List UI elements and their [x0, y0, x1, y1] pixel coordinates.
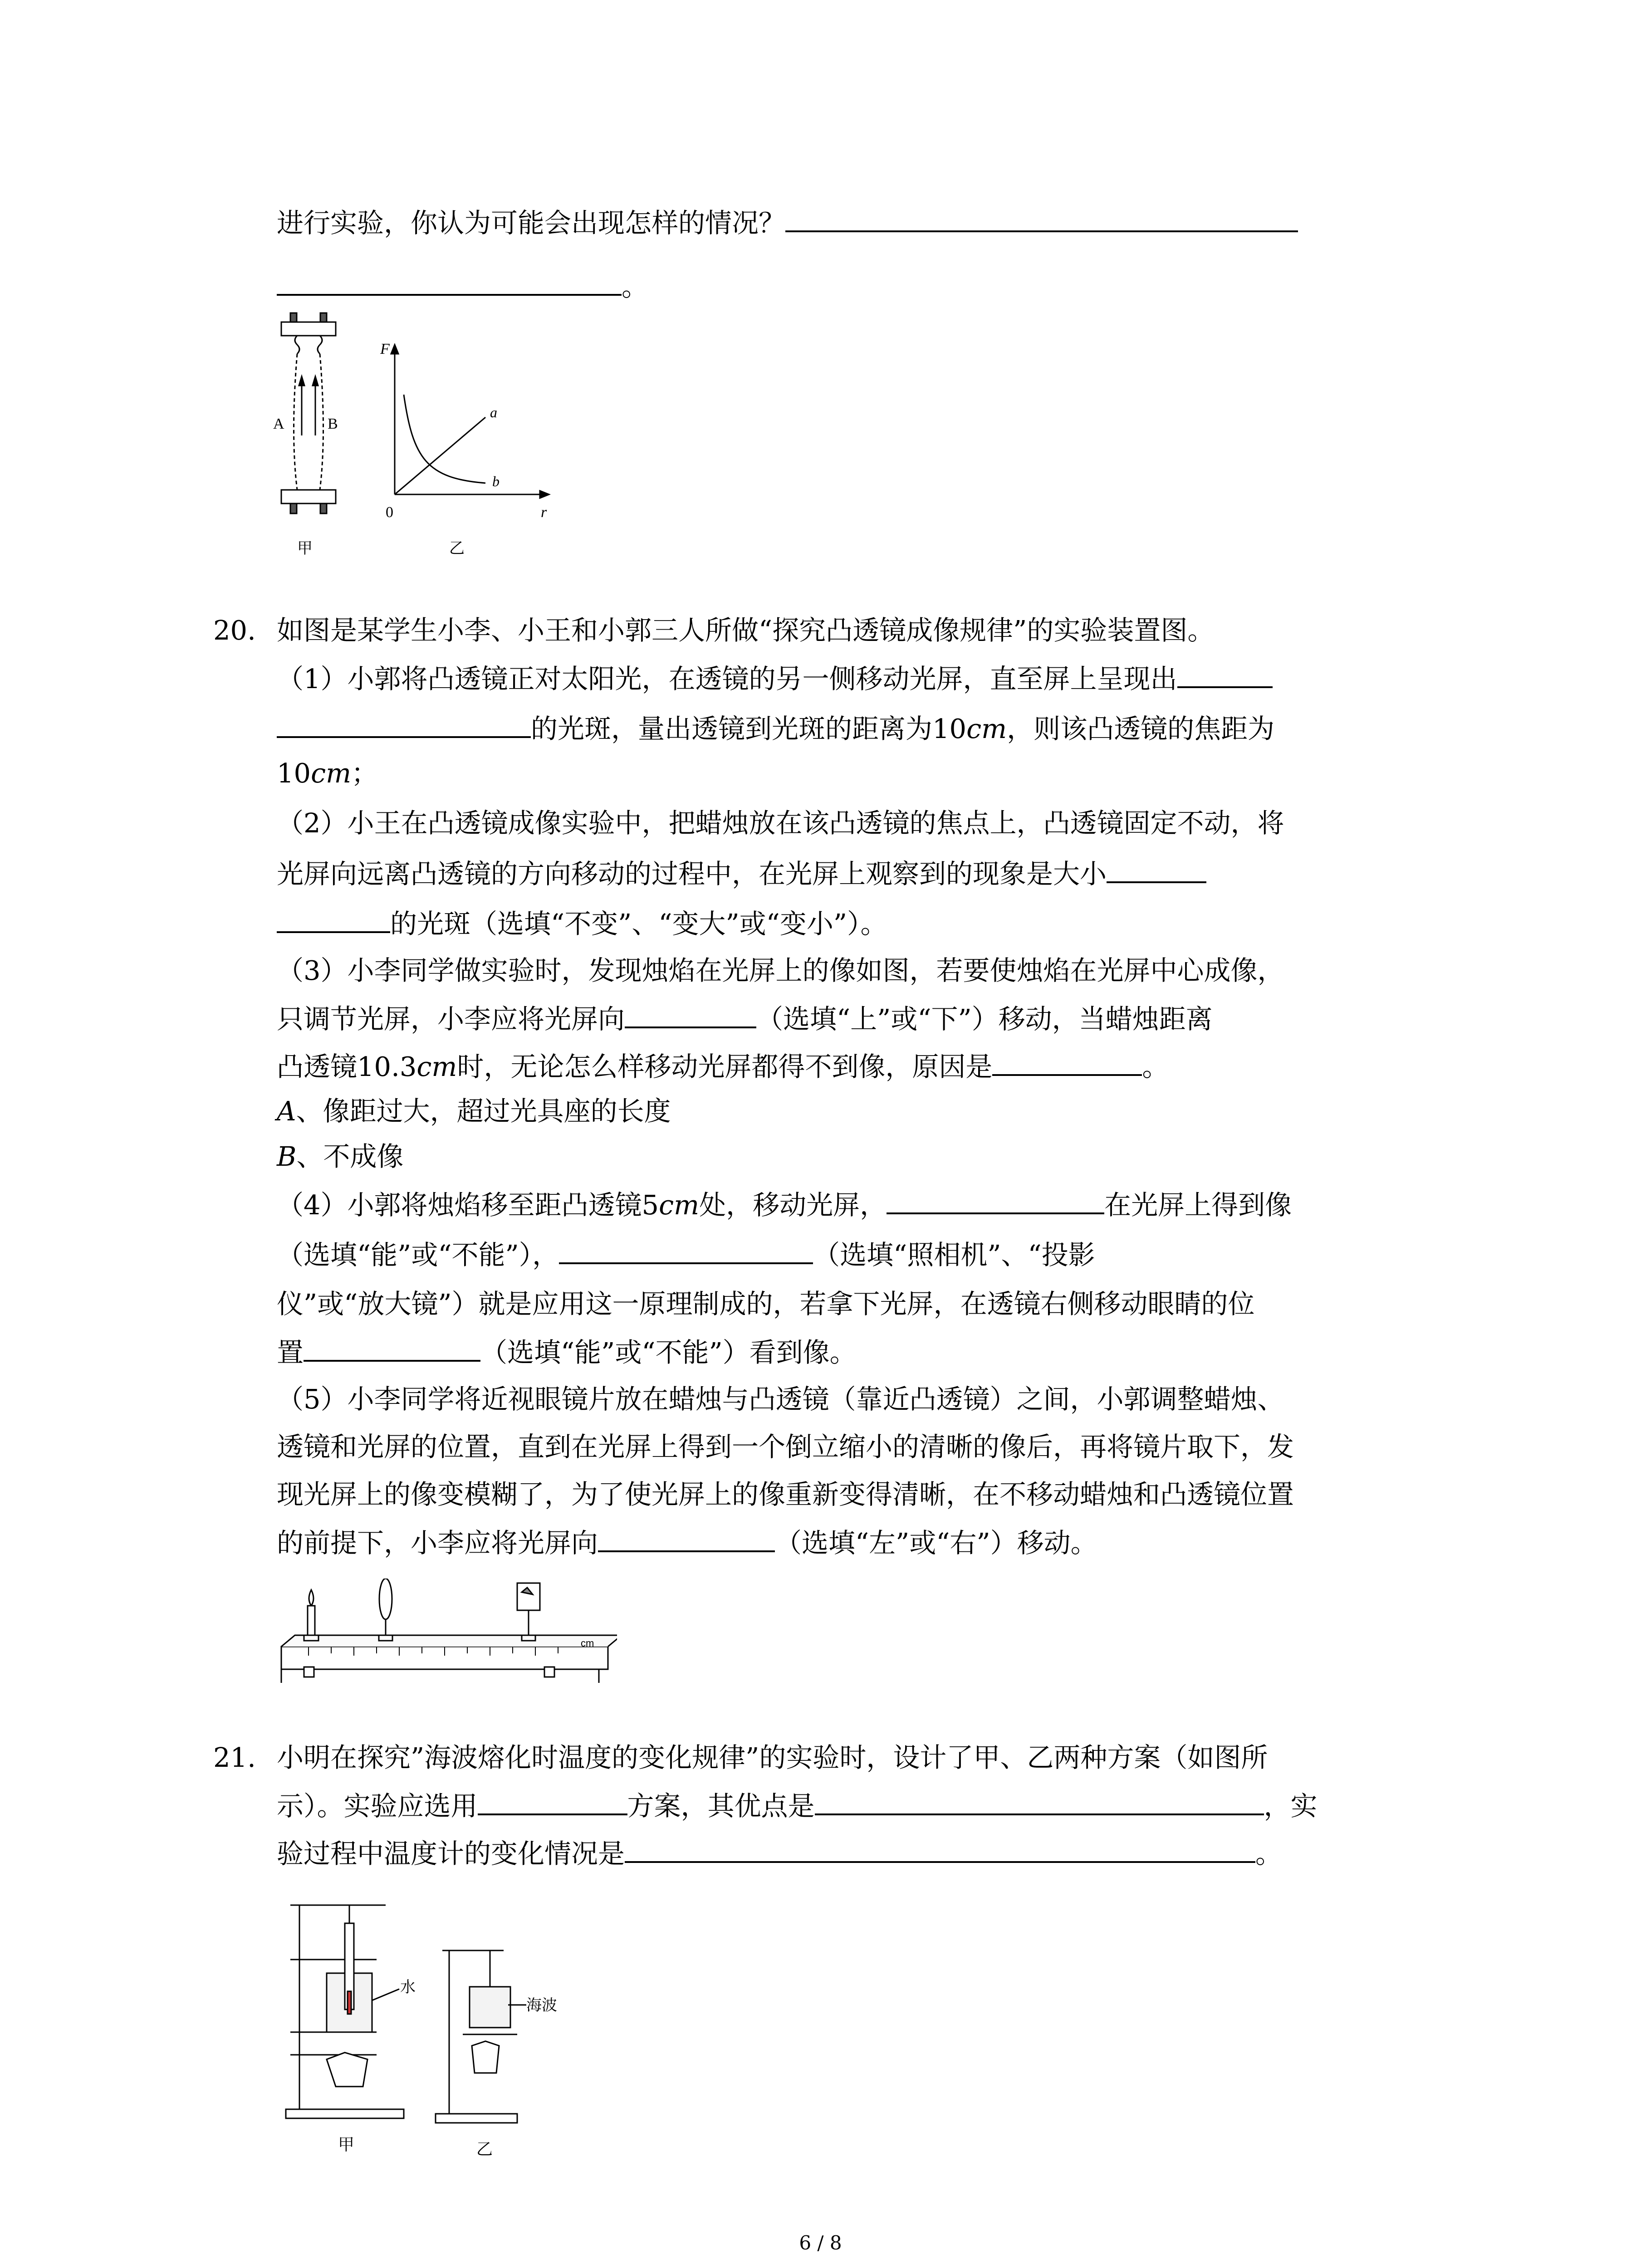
line-a — [395, 417, 485, 494]
q20-p2-line2: 光屏向远离凸透镜的方向移动的过程中，在光屏上观察到的现象是大小 — [277, 855, 1206, 892]
answer-blank — [559, 1236, 813, 1264]
axis-r-label: r — [541, 504, 547, 521]
q19-line1 — [277, 204, 1298, 241]
q20-p4-line2: （选填“能”或“不能”）， （选填“照相机”、“投影 — [277, 1236, 1095, 1273]
melting-experiment-figure — [281, 1896, 563, 2168]
q21-line2: 示）。实验应选用 方案，其优点是 ，实 — [277, 1787, 1318, 1824]
caption-jia: 甲 — [338, 2136, 355, 2154]
candle — [308, 1606, 315, 1637]
q20-number: 20. — [213, 615, 256, 646]
q20-p4-line1: （4）小郭将烛焰移至距凸透镜5cm处，移动光屏， 在光屏上得到像 — [277, 1186, 1292, 1223]
answer-blank — [1107, 855, 1206, 883]
caption-yi: 乙 — [476, 2140, 493, 2159]
answer-blank — [785, 204, 1298, 232]
q20-p2-line3: 的光斑（选填“不变”、“变大”或“变小”）。 — [277, 905, 887, 942]
q20-p3-line3: 凸透镜10.3cm时，无论怎么样移动光屏都得不到像，原因是 。 — [277, 1048, 1169, 1085]
origin-label: 0 — [386, 504, 393, 521]
answer-blank — [277, 710, 531, 738]
label-B: B — [328, 415, 338, 432]
convex-lens — [379, 1579, 392, 1619]
q20-p1-line1: （1）小郭将凸透镜正对太阳光，在透镜的另一侧移动光屏，直至屏上呈现出 — [277, 660, 1273, 697]
answer-blank — [625, 1835, 1255, 1863]
q20-stem: 如图是某学生小李、小王和小郭三人所做“探究凸透镜成像规律”的实验装置图。 — [277, 615, 1215, 646]
curve-b-label: b — [492, 473, 500, 489]
q20-p5-line4: 的前提下，小李应将光屏向 （选填“左”或“右”）移动。 — [277, 1524, 1097, 1561]
answer-blank — [304, 1334, 480, 1362]
q20-p1-line2: 的光斑，量出透镜到光斑的距离为10cm，则该凸透镜的焦距为 — [277, 710, 1274, 747]
answer-blank — [598, 1524, 775, 1552]
answer-blank — [277, 268, 622, 296]
q20-p2-line1: （2）小王在凸透镜成像实验中，把蜡烛放在该凸透镜的焦点上，凸透镜固定不动，将 — [277, 807, 1284, 839]
label-water: 水 — [400, 1978, 416, 1996]
F-r-graph — [391, 345, 549, 498]
alcohol-lamp-jia — [327, 2053, 367, 2087]
answer-blank — [887, 1186, 1104, 1214]
light-screen — [517, 1583, 540, 1610]
q20-p1-line3: 10cm； — [277, 758, 378, 789]
q20-p5-line2: 透镜和光屏的位置，直到在光屏上得到一个倒立缩小的清晰的像后，再将镜片取下，发 — [277, 1431, 1294, 1462]
beaker-yi — [470, 1987, 510, 2028]
q19-text: 进行实验，你认为可能会出现怎样的情况？ — [277, 207, 786, 239]
caption-yi: 乙 — [449, 539, 465, 557]
curve-b — [404, 395, 485, 483]
q21-number: 21. — [213, 1742, 256, 1773]
q20-p5-line1: （5）小李同学将近视眼镜片放在蜡烛与凸透镜（靠近凸透镜）之间，小郭调整蜡烛、 — [277, 1383, 1284, 1415]
label-A: A — [273, 415, 284, 432]
alcohol-lamp-yi — [472, 2041, 499, 2073]
page-number: 6 / 8 — [799, 2232, 842, 2254]
q21-line1: 小明在探究”海波熔化时温度的变化规律”的实验时，设计了甲、乙两种方案（如图所 — [277, 1742, 1268, 1773]
q20-p4-line3: 仪”或“放大镜”）就是应用这一原理制成的，若拿下光屏，在透镜右侧移动眼睛的位 — [277, 1288, 1255, 1320]
rubber-band-apparatus — [281, 313, 336, 513]
axis-F-label: F — [380, 341, 390, 357]
q20-p5-line3: 现光屏上的像变模糊了，为了使光屏上的像重新变得清晰，在不移动蜡烛和凸透镜位置 — [277, 1479, 1294, 1510]
answer-blank — [1177, 660, 1273, 688]
bench-unit-label: cm — [581, 1637, 594, 1649]
q20-p3-line2: 只调节光屏，小李应将光屏向 （选填“上”或“下”）移动，当蜡烛距离 — [277, 1000, 1213, 1037]
label-hypo: 海波 — [526, 1996, 557, 2014]
q19-line2: 。 — [277, 268, 648, 305]
answer-blank — [815, 1787, 1264, 1815]
optical-bench-figure — [272, 1579, 617, 1687]
q20-p3-line1: （3）小李同学做实验时，发现烛焰在光屏上的像如图，若要使烛焰在光屏中心成像， — [277, 955, 1284, 986]
candle-flame — [309, 1590, 314, 1606]
q20-p4-line4: 置 （选填“能”或“不能”）看到像。 — [277, 1334, 857, 1371]
q20-option-B: B、不成像 — [277, 1141, 404, 1172]
answer-blank — [478, 1787, 627, 1815]
q20-option-A: A、像距过大，超过光具座的长度 — [277, 1095, 671, 1127]
answer-blank — [277, 905, 390, 933]
q21-line3: 验过程中温度计的变化情况是 。 — [277, 1835, 1282, 1872]
q19-figure — [272, 308, 563, 572]
answer-blank — [625, 1000, 756, 1028]
curve-a-label: a — [490, 404, 497, 420]
answer-blank — [992, 1048, 1142, 1076]
caption-jia: 甲 — [297, 539, 313, 557]
